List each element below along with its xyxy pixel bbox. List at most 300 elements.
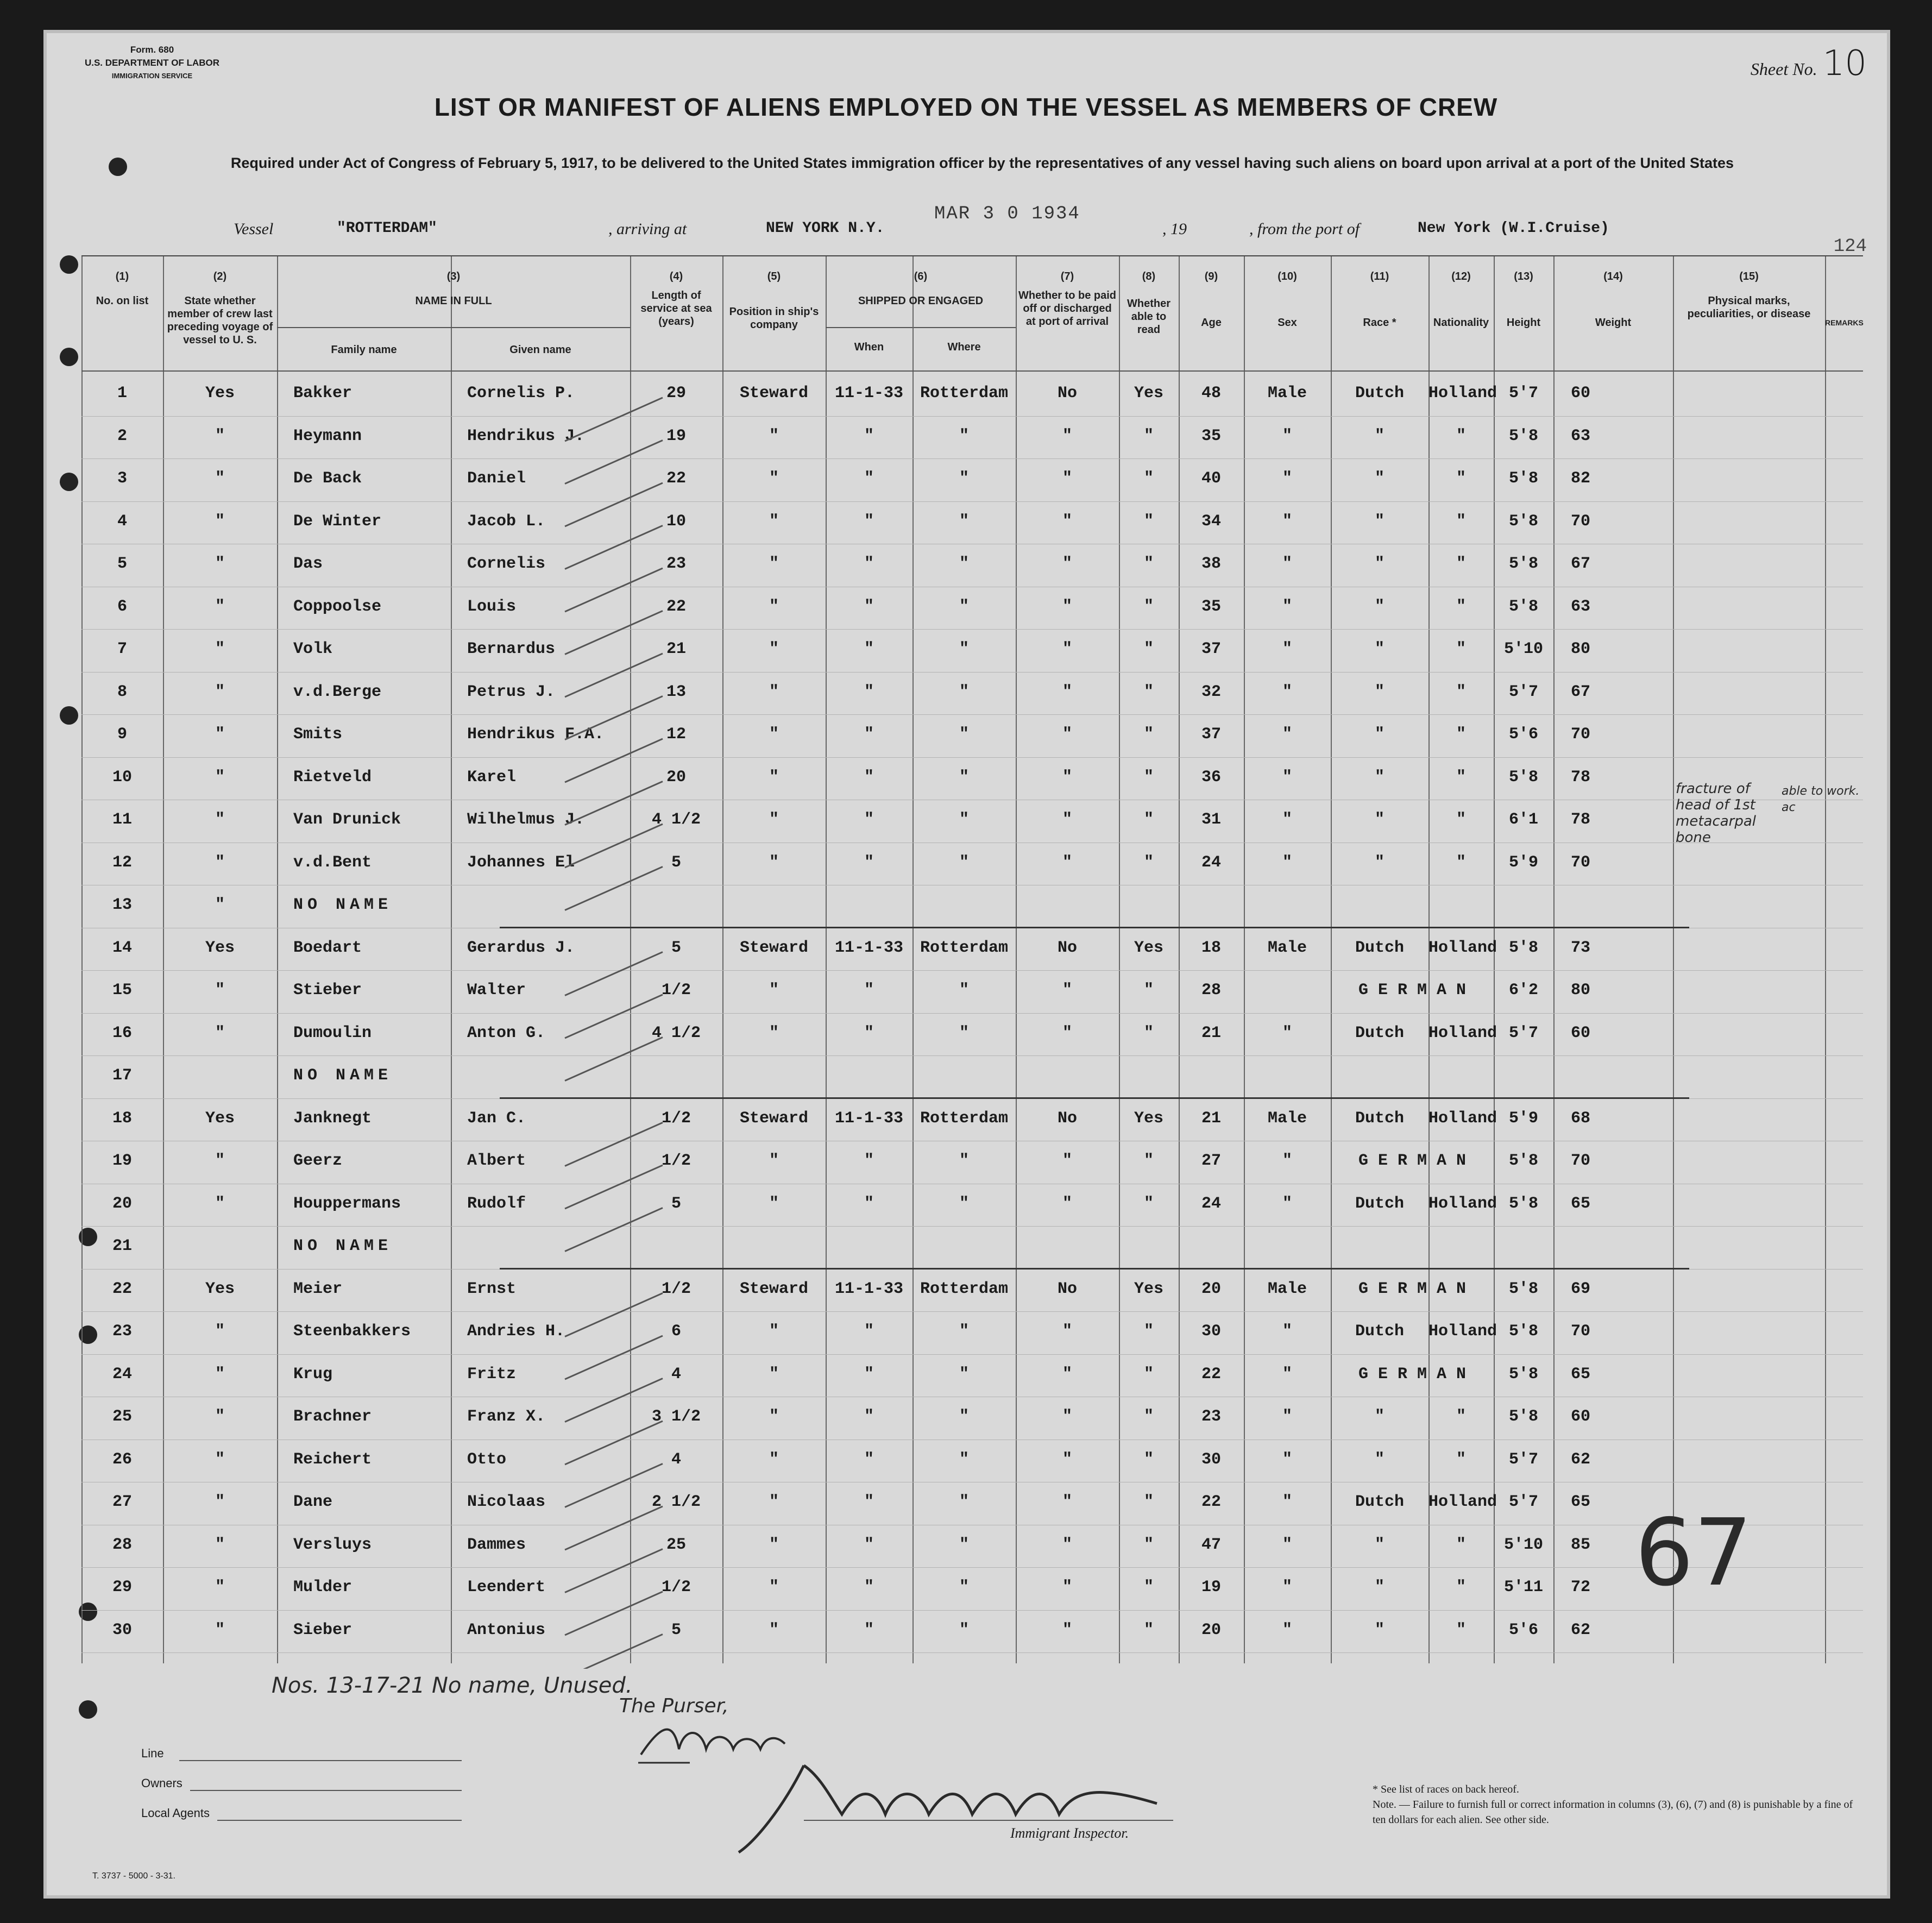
shipped-subrule (826, 327, 1016, 328)
cell-where: " (959, 597, 969, 616)
cell-sex: Male (1267, 1109, 1307, 1128)
cell-position: " (769, 426, 779, 445)
cell-sex: " (1282, 1407, 1292, 1426)
cell-position: " (769, 555, 779, 573)
cell-sex: " (1282, 1535, 1292, 1554)
cell-given: Nicolaas (467, 1493, 546, 1511)
cell-state: " (215, 1365, 225, 1384)
cell-age: 38 (1201, 555, 1221, 573)
cell-given: Dammes (467, 1535, 526, 1554)
table-row (81, 1055, 1863, 1098)
cell-paid: " (1062, 1578, 1072, 1597)
cell-age: 31 (1201, 810, 1221, 829)
cell-position: " (769, 1365, 779, 1384)
cell-state: " (215, 853, 225, 872)
cell-when: " (864, 640, 874, 658)
cell-no: 30 (112, 1620, 132, 1639)
cell-age: 35 (1201, 597, 1221, 616)
cell-given: Jan C. (467, 1109, 526, 1128)
binder-hole (60, 255, 78, 274)
cell-no: 12 (112, 853, 132, 872)
cell-paid: " (1062, 1194, 1072, 1213)
cell-length: 22 (666, 469, 686, 488)
cell-no: 25 (112, 1407, 132, 1426)
cell-read: " (1143, 768, 1154, 787)
form-meta (60, 43, 244, 83)
col-num-9: (9) (1204, 271, 1218, 282)
cell-length: 1/2 (661, 1109, 691, 1128)
cell-nationality: Holland (1428, 1194, 1497, 1213)
header-shipped: SHIPPED OR ENGAGED (858, 295, 984, 307)
remarks-note: able to work. ac (1782, 784, 1860, 814)
cell-position: Steward (739, 938, 809, 957)
cell-sex: " (1282, 1620, 1292, 1639)
cell-height: 5'11 (1503, 1578, 1543, 1597)
cell-age: 34 (1201, 512, 1221, 531)
table-row (81, 1141, 1863, 1183)
cell-nationality: " (1456, 597, 1466, 616)
cell-paid: " (1062, 1407, 1072, 1426)
cell-no: 15 (112, 981, 132, 1000)
cell-paid: " (1062, 853, 1072, 872)
cell-position: " (769, 853, 779, 872)
cell-no: 14 (112, 938, 132, 957)
cell-height: 5'8 (1508, 426, 1538, 445)
cell-state: Yes (205, 1279, 235, 1298)
cell-age: 40 (1201, 469, 1221, 488)
cell-where: Rotterdam (920, 384, 1009, 403)
cell-state: " (215, 981, 225, 1000)
col-num-15: (15) (1739, 271, 1759, 282)
cell-no: 6 (117, 597, 127, 616)
cell-read: " (1143, 1365, 1154, 1384)
cell-when: " (864, 1407, 874, 1426)
cell-given: Johannes El (467, 853, 575, 872)
cell-nationality: " (1456, 810, 1466, 829)
arriving-label: , arriving at (608, 220, 687, 238)
cell-when: 11-1-33 (834, 384, 904, 403)
cell-when: 11-1-33 (834, 1279, 904, 1298)
table-row (81, 501, 1863, 544)
cell-age: 35 (1201, 426, 1221, 445)
sheet-label: Sheet No. (1750, 59, 1817, 79)
cell-sex: " (1282, 597, 1292, 616)
cell-height: 5'7 (1508, 682, 1538, 701)
cell-state: " (215, 512, 225, 531)
cell-age: 47 (1201, 1535, 1221, 1554)
sheet-number (1751, 43, 1867, 84)
cell-state: " (215, 725, 225, 744)
cell-position: " (769, 1535, 779, 1554)
cell-no: 19 (112, 1152, 132, 1170)
cell-where: " (959, 1620, 969, 1639)
cell-height: 6'2 (1508, 981, 1538, 1000)
cell-height: 6'1 (1508, 810, 1538, 829)
cell-sex: " (1282, 555, 1292, 573)
cell-height: 5'7 (1508, 1493, 1538, 1511)
cell-position: " (769, 1194, 779, 1213)
cell-given: Cornelis P. (467, 384, 575, 403)
cell-when: " (864, 1023, 874, 1042)
header-name-in-full: NAME IN FULL (415, 295, 492, 307)
cell-nationality: Holland (1428, 384, 1497, 403)
cell-where: " (959, 853, 969, 872)
cell-height: 5'8 (1508, 1407, 1538, 1426)
cell-weight: 62 (1570, 1620, 1590, 1639)
cell-height: 5'8 (1508, 1365, 1538, 1384)
cell-position: " (769, 597, 779, 616)
cell-weight: 73 (1570, 938, 1590, 957)
owners-rule (190, 1790, 462, 1791)
cell-where: " (959, 555, 969, 573)
cell-position: " (769, 768, 779, 787)
cell-race: G E R M A N (1358, 981, 1467, 1000)
cell-nationality: Holland (1428, 1493, 1497, 1511)
cell-family: Dumoulin (293, 1023, 372, 1042)
table-row (81, 843, 1863, 885)
cell-no: 26 (112, 1450, 132, 1469)
cell-length: 21 (666, 640, 686, 658)
cell-no: 17 (112, 1066, 132, 1085)
cell-family: Van Drunick (293, 810, 401, 829)
cell-family: v.d.Bent (293, 853, 372, 872)
cell-given: Jacob L. (467, 512, 546, 531)
cell-paid: " (1062, 1535, 1072, 1554)
cell-age: 37 (1201, 725, 1221, 744)
table-row (81, 458, 1863, 501)
cell-nationality: " (1456, 1620, 1466, 1639)
cell-family: Bakker (293, 384, 353, 403)
cell-where: Rotterdam (920, 1109, 1009, 1128)
cell-given: Gerardus J. (467, 938, 575, 957)
cell-weight: 60 (1570, 1023, 1590, 1042)
cell-nationality: " (1456, 512, 1466, 531)
cell-where: " (959, 725, 969, 744)
cell-when: " (864, 853, 874, 872)
cell-weight: 72 (1570, 1578, 1590, 1597)
cell-height: 5'7 (1508, 1023, 1538, 1042)
cell-sex: " (1282, 682, 1292, 701)
cell-family: Smits (293, 725, 343, 744)
header-nationality: Nationality (1433, 317, 1489, 329)
cell-read: Yes (1134, 938, 1163, 957)
cell-when: " (864, 810, 874, 829)
cell-no: 21 (112, 1237, 132, 1255)
cell-read: Yes (1134, 1109, 1163, 1128)
cell-sex: " (1282, 1194, 1292, 1213)
cell-nationality: Holland (1428, 938, 1497, 957)
cell-family: Volk (293, 640, 333, 658)
cell-family: Steenbakkers (293, 1322, 411, 1341)
purser-note: The Purser, (619, 1695, 729, 1717)
vessel-label: Vessel (234, 220, 274, 238)
col-num-14: (14) (1603, 271, 1623, 282)
binder-hole (60, 706, 78, 725)
cell-when: " (864, 981, 874, 1000)
cell-when: " (864, 768, 874, 787)
cell-read: " (1143, 1407, 1154, 1426)
cell-race: " (1374, 1535, 1385, 1554)
cell-given: Leendert (467, 1578, 546, 1597)
cell-state: " (215, 426, 225, 445)
cell-age: 37 (1201, 640, 1221, 658)
cell-when: " (864, 1365, 874, 1384)
agents-rule (217, 1820, 462, 1821)
cell-read: Yes (1134, 384, 1163, 403)
cell-when: " (864, 512, 874, 531)
table-row (81, 970, 1863, 1013)
col-num-7: (7) (1060, 271, 1074, 282)
cell-length: 2 1/2 (651, 1493, 701, 1511)
cell-read: " (1143, 1152, 1154, 1170)
cell-length: 29 (666, 384, 686, 403)
cell-length: 5 (671, 1620, 681, 1639)
cell-family: NO NAME (293, 1066, 393, 1085)
cell-weight: 62 (1570, 1450, 1590, 1469)
header-when: When (854, 341, 884, 353)
cell-read: " (1143, 1620, 1154, 1639)
cell-where: " (959, 1152, 969, 1170)
cell-read: " (1143, 1450, 1154, 1469)
cell-weight: 60 (1570, 1407, 1590, 1426)
cell-sex: Male (1267, 938, 1307, 957)
cell-no: 2 (117, 426, 127, 445)
cell-weight: 80 (1570, 981, 1590, 1000)
cell-no: 10 (112, 768, 132, 787)
cell-race: Dutch (1355, 1493, 1404, 1511)
cell-height: 5'10 (1503, 1535, 1543, 1554)
table-row (81, 1269, 1863, 1311)
header-paid-off: Whether to be paid off or discharged at port of arrival (1018, 290, 1116, 328)
col-num-10: (10) (1277, 271, 1297, 282)
cell-family: Boedart (293, 938, 362, 957)
cell-position: " (769, 725, 779, 744)
margin-mark: 67 (1635, 1499, 1753, 1607)
cell-paid: " (1062, 1023, 1072, 1042)
cell-height: 5'10 (1503, 640, 1543, 658)
cell-paid: No (1057, 1279, 1077, 1298)
cell-read: " (1143, 810, 1154, 829)
cell-position: " (769, 512, 779, 531)
cell-age: 48 (1201, 384, 1221, 403)
cell-length: 4 1/2 (651, 1023, 701, 1042)
cell-position: " (769, 1493, 779, 1511)
cell-race: " (1374, 1450, 1385, 1469)
cell-position: " (769, 1620, 779, 1639)
cell-where: " (959, 512, 969, 531)
cell-height: 5'8 (1508, 469, 1538, 488)
cell-read: Yes (1134, 1279, 1163, 1298)
cell-length: 5 (671, 853, 681, 872)
header-length: Length of service at sea (years) (640, 290, 712, 328)
cell-read: " (1143, 1023, 1154, 1042)
cell-weight: 63 (1570, 426, 1590, 445)
cell-race: Dutch (1355, 1023, 1404, 1042)
cell-no: 9 (117, 725, 127, 744)
cell-read: " (1143, 597, 1154, 616)
cell-given: Walter (467, 981, 526, 1000)
cell-given: Daniel (467, 469, 526, 488)
cell-age: 23 (1201, 1407, 1221, 1426)
table-row (81, 1354, 1863, 1397)
table-row (81, 1610, 1863, 1652)
cell-length: 12 (666, 725, 686, 744)
cell-where: " (959, 1450, 969, 1469)
table-row (81, 1482, 1863, 1524)
cell-paid: No (1057, 1109, 1077, 1128)
line-label: Line (141, 1746, 164, 1760)
header-position: Position in ship's company (729, 306, 819, 331)
cell-when: " (864, 1194, 874, 1213)
cell-paid: No (1057, 938, 1077, 957)
cell-position: Steward (739, 1279, 809, 1298)
cell-state: " (215, 1407, 225, 1426)
cell-sex: " (1282, 768, 1292, 787)
cell-length: 1/2 (661, 1578, 691, 1597)
cell-read: " (1143, 512, 1154, 531)
cell-paid: " (1062, 1152, 1072, 1170)
cell-weight: 85 (1570, 1535, 1590, 1554)
cell-nationality: Holland (1428, 1109, 1497, 1128)
cell-race: " (1374, 1578, 1385, 1597)
physical-remark: fracture of head of 1st metacarpal bone (1676, 781, 1757, 846)
cell-sex: " (1282, 1365, 1292, 1384)
arriving-port: NEW YORK N.Y. (766, 220, 885, 237)
cell-paid: " (1062, 640, 1072, 658)
cell-race: Dutch (1355, 1109, 1404, 1128)
cell-nationality: " (1456, 426, 1466, 445)
cell-race: G E R M A N (1358, 1152, 1467, 1170)
table-row (81, 714, 1863, 757)
cell-where: " (959, 426, 969, 445)
cell-race: " (1374, 768, 1385, 787)
cell-state: " (215, 1578, 225, 1597)
table-row (81, 1013, 1863, 1055)
cell-when: " (864, 597, 874, 616)
cell-sex: " (1282, 640, 1292, 658)
cell-sex: " (1282, 1578, 1292, 1597)
cell-race: " (1374, 810, 1385, 829)
table-row (81, 928, 1863, 970)
cell-race: Dutch (1355, 384, 1404, 403)
binder-hole (60, 348, 78, 366)
cell-where: " (959, 1578, 969, 1597)
cell-paid: " (1062, 555, 1072, 573)
cell-no: 29 (112, 1578, 132, 1597)
table-row (81, 1098, 1863, 1141)
cell-family: De Winter (293, 512, 382, 531)
cell-nationality: " (1456, 1407, 1466, 1426)
cell-length: 1/2 (661, 1279, 691, 1298)
cell-position: " (769, 981, 779, 1000)
cell-paid: " (1062, 426, 1072, 445)
cell-length: 1/2 (661, 981, 691, 1000)
cell-no: 16 (112, 1023, 132, 1042)
line-rule (179, 1760, 462, 1761)
cell-state: Yes (205, 1109, 235, 1128)
cell-paid: " (1062, 682, 1072, 701)
cell-length: 20 (666, 768, 686, 787)
cell-paid: " (1062, 1620, 1072, 1639)
cell-height: 5'7 (1508, 384, 1538, 403)
cell-when: " (864, 426, 874, 445)
cell-when: " (864, 1152, 874, 1170)
cell-height: 5'8 (1508, 1322, 1538, 1341)
margin-number: 124 (1833, 236, 1867, 257)
cell-family: NO NAME (293, 1237, 393, 1255)
cell-family: Krug (293, 1365, 333, 1384)
cell-given: Wilhelmus J. (467, 810, 585, 829)
cell-family: v.d.Berge (293, 682, 382, 701)
cell-family: Rietveld (293, 768, 372, 787)
cell-when: 11-1-33 (834, 1109, 904, 1128)
cell-length: 10 (666, 512, 686, 531)
cell-paid: " (1062, 469, 1072, 488)
cell-family: Houppermans (293, 1194, 401, 1213)
cell-height: 5'8 (1508, 1194, 1538, 1213)
cell-weight: 69 (1570, 1279, 1590, 1298)
cell-given: Hendrikus F.A. (467, 725, 605, 744)
cell-given: Fritz (467, 1365, 517, 1384)
cell-where: " (959, 810, 969, 829)
cell-where: " (959, 981, 969, 1000)
cell-height: 5'8 (1508, 1152, 1538, 1170)
form-number: Form. 680 (130, 45, 174, 55)
cell-family: Sieber (293, 1620, 353, 1639)
cell-age: 22 (1201, 1493, 1221, 1511)
cell-age: 20 (1201, 1620, 1221, 1639)
cell-race: " (1374, 725, 1385, 744)
cell-height: 5'8 (1508, 555, 1538, 573)
table-row (81, 1311, 1863, 1354)
cell-weight: 70 (1570, 725, 1590, 744)
cell-paid: " (1062, 512, 1072, 531)
cell-read: " (1143, 1194, 1154, 1213)
cell-length: 23 (666, 555, 686, 573)
header-no-on-list: No. on list (96, 295, 149, 307)
cell-given: Cornelis (467, 555, 546, 573)
cell-position: " (769, 1450, 779, 1469)
cell-given: Otto (467, 1450, 507, 1469)
table-row (81, 629, 1863, 671)
cell-age: 18 (1201, 938, 1221, 957)
penalty-note: Note. — Failure to furnish full or correct information in columns (3), (6), (7) and (8) is punishable by a fine of ten dollars for each alien. See other side. (1373, 1799, 1853, 1826)
cell-read: " (1143, 555, 1154, 573)
cell-no: 28 (112, 1535, 132, 1554)
cell-paid: " (1062, 725, 1072, 744)
cell-sex: " (1282, 426, 1292, 445)
cell-where: Rotterdam (920, 938, 1009, 957)
cell-where: " (959, 640, 969, 658)
cell-age: 24 (1201, 1194, 1221, 1213)
name-subrule (277, 327, 630, 328)
cell-position: " (769, 1407, 779, 1426)
cell-length: 5 (671, 1194, 681, 1213)
binder-hole (79, 1700, 97, 1719)
header-family-name: Family name (331, 344, 397, 356)
cell-paid: " (1062, 1493, 1072, 1511)
cell-race: G E R M A N (1358, 1365, 1467, 1384)
cell-race: " (1374, 469, 1385, 488)
cell-height: 5'8 (1508, 768, 1538, 787)
cell-length: 6 (671, 1322, 681, 1341)
cell-nationality: " (1456, 682, 1466, 701)
col-num-11: (11) (1370, 271, 1389, 282)
cell-given: Hendrikus J. (467, 426, 585, 445)
cell-when: " (864, 1578, 874, 1597)
cell-nationality: " (1456, 1450, 1466, 1469)
cell-when: " (864, 555, 874, 573)
